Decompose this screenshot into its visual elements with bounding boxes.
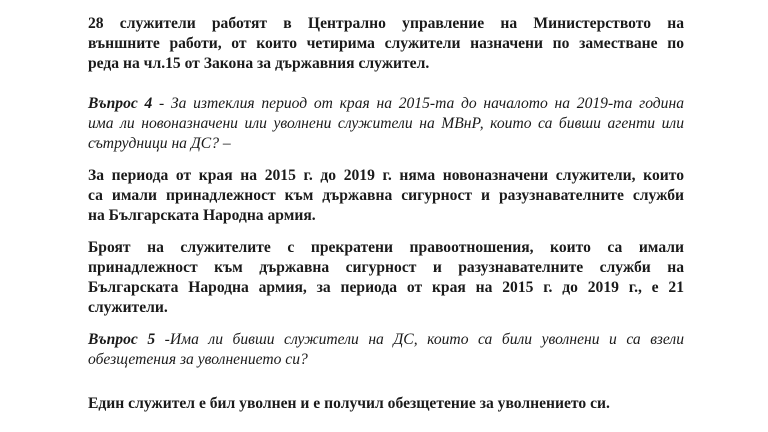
text-line: обезщетения за уволнението си?	[88, 351, 308, 368]
text-line: сътрудници на ДС? –	[88, 135, 231, 152]
text-line	[88, 94, 684, 114]
text-line: има ли новоназначени или уволнени служители на МВнР, които са бивши агенти или	[88, 115, 684, 132]
answer-4-paragraph-2	[88, 238, 684, 318]
question-text: -Има ли бивши служители на ДС, които са били уволнени и са взели	[155, 331, 685, 348]
text-line: външните работи, от които четирима служители назначени по заместване по	[88, 35, 684, 52]
text-line: Един служител е бил уволнен и е получил обезщетение за уволнението си.	[88, 395, 610, 412]
text-line: са имали принадлежност към държавна сигурност и разузнавателните служби	[88, 187, 684, 204]
question-label: Въпрос 5	[88, 331, 156, 348]
answer-5-paragraph	[88, 394, 684, 414]
text-line: 28 служители работят в Централно управление на Министерството на	[88, 15, 684, 32]
text-line: принадлежност към държавна сигурност и разузнавателните служби на	[88, 259, 684, 276]
text-line: Броят на служителите с прекратени правоотношения, които са имали	[88, 239, 684, 256]
question-label: Въпрос 4	[88, 95, 153, 112]
question-4	[88, 94, 684, 154]
paragraph-employees-count	[88, 14, 684, 74]
text-line: За периода от края на 2015 г. до 2019 г. няма новоназначени служители, които	[88, 167, 684, 184]
answer-4-paragraph-1	[88, 166, 684, 226]
text-line: на Българската Народна армия.	[88, 207, 316, 224]
question-text: - За изтеклия период от края на 2015-та до началото на 2019-та година	[152, 95, 685, 112]
text-line: Българската Народна армия, за периода от края на 2015 г. до 2019 г., е 21	[88, 279, 684, 296]
text-line: реда на чл.15 от Закона за държавния служител.	[88, 55, 430, 72]
question-5	[88, 330, 684, 370]
text-line: служители.	[88, 299, 168, 316]
text-line	[88, 330, 684, 350]
